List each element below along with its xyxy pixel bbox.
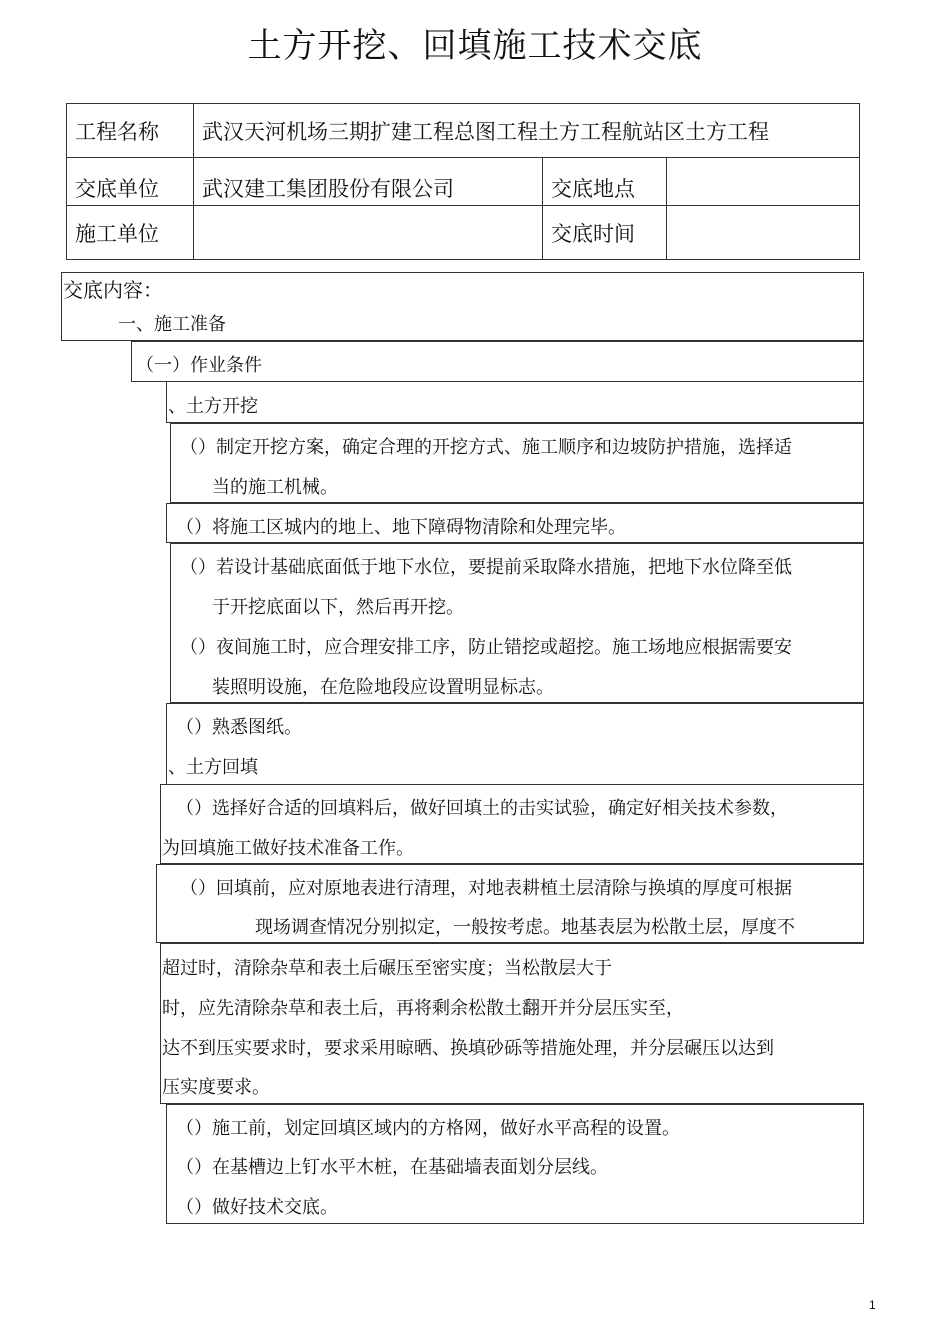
location-value — [667, 158, 860, 206]
excavation-item-4-line-1: （）夜间施工时，应合理安排工序，防止错挖或超挖。施工场地应根据需要安 — [180, 637, 792, 658]
excavation-heading: 、土方开挖 — [168, 396, 258, 417]
backfill-item-2-line-1: （）回填前，应对原地表进行清理，对地表耕植土层清除与换填的厚度可根据 — [180, 878, 792, 899]
disclosure-unit-label: 交底单位 — [67, 158, 194, 206]
backfill-item-3-line-1: 超过时，清除杂草和表土后碾压至密实度；当松散层大于 — [162, 958, 612, 979]
construction-unit-label: 施工单位 — [67, 206, 194, 260]
backfill-item-2-line-2: 现场调查情况分别拟定，一般按考虑。地基表层为松散土层，厚度不 — [255, 917, 795, 938]
document-title: 土方开挖、回填施工技术交底 — [247, 26, 703, 66]
excavation-item-3-line-1: （）若设计基础底面低于地下水位，要提前采取降水措施，把地下水位降至低 — [180, 557, 792, 578]
project-name-value: 武汉天河机场三期扩建工程总图工程土方工程航站区土方工程 — [194, 104, 860, 158]
project-name-label: 工程名称 — [67, 104, 194, 158]
time-label: 交底时间 — [543, 206, 667, 260]
backfill-item-1-line-2: 为回填施工做好技术准备工作。 — [162, 838, 414, 859]
excavation-item-3-line-2: 于开挖底面以下，然后再开挖。 — [212, 597, 464, 618]
excavation-item-1-line-2: 当的施工机械。 — [212, 477, 338, 498]
excavation-item-5-line-1: （）熟悉图纸。 — [176, 717, 302, 738]
backfill-item-3-line-2: 时，应先清除杂草和表土后，再将剩余松散土翻开并分层压实至， — [162, 998, 684, 1019]
excavation-item-2-line-1: （）将施工区城内的地上、地下障碍物清除和处理完毕。 — [176, 517, 626, 538]
excavation-heading-box — [166, 382, 864, 423]
time-value — [667, 206, 860, 260]
excavation-item-4-line-2: 装照明设施，在危险地段应设置明显标志。 — [212, 677, 554, 698]
backfill-heading: 、土方回填 — [168, 757, 258, 778]
construction-unit-value — [194, 206, 543, 260]
disclosure-unit-value: 武汉建工集团股份有限公司 — [194, 158, 543, 206]
backfill-item-5-line-1: （）在基槽边上钉水平木桩，在基础墙表面划分层线。 — [176, 1157, 608, 1178]
content-heading: 交底内容： — [63, 278, 163, 302]
page-number: 1 — [869, 1298, 876, 1312]
backfill-item-3-line-3: 达不到压实要求时，要求采用晾晒、换填砂砾等措施处理，并分层碾压以达到 — [162, 1038, 774, 1059]
excavation-item-1-line-1: （）制定开挖方案，确定合理的开挖方式、施工顺序和边坡防护措施，选择适 — [180, 437, 792, 458]
section-1-heading: 一、施工准备 — [118, 314, 226, 335]
backfill-item-6-line-1: （）做好技术交底。 — [176, 1197, 338, 1218]
backfill-item-1-line-1: （）选择好合适的回填料后，做好回填土的击实试验，确定好相关技术参数， — [176, 798, 788, 819]
backfill-item-3-line-4: 压实度要求。 — [162, 1077, 270, 1098]
backfill-item-4-line-1: （）施工前，划定回填区域内的方格网，做好水平高程的设置。 — [176, 1118, 680, 1139]
location-label: 交底地点 — [543, 158, 667, 206]
subsection-1-heading: （一）作业条件 — [136, 355, 262, 376]
info-table — [66, 103, 860, 260]
